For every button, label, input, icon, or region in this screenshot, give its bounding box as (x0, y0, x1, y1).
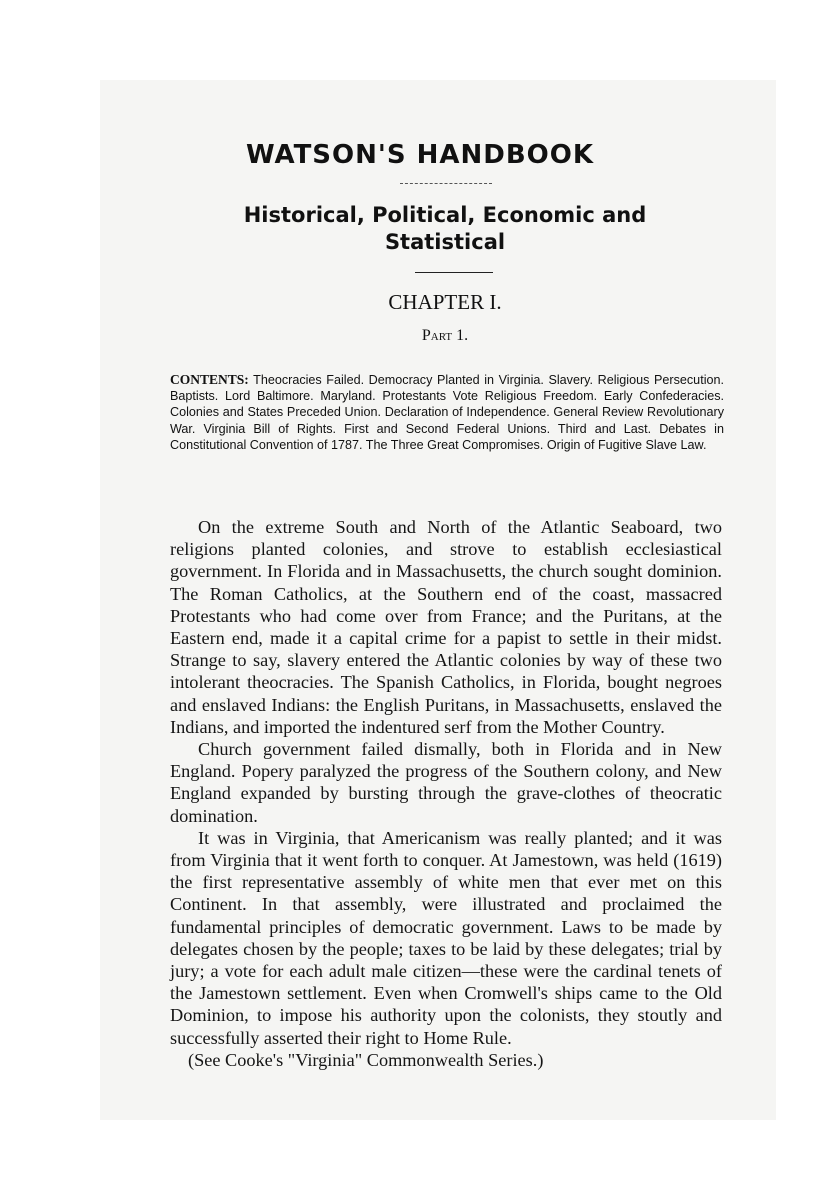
subtitle-line-2: Statistical (384, 230, 506, 254)
contents-summary (170, 372, 724, 453)
citation: (See Cooke's "Virginia" Commonwealth Series.) (188, 1049, 544, 1070)
title-divider (400, 183, 492, 184)
paragraph: On the extreme South and North of the Atlantic Seaboard, two religions planted colonies, and strove to establish ecclesiastical government. In Florida and in Massachusetts, the church sought dominion. The Roman Catholics, at the Southern end of the coast, massacred Protestants who had come over from France; and the Puritans, at the Eastern end, made it a capital crime for a papist to settle in their midst. Strange to say, slavery entered the Atlantic colonies by way of these two intolerant theocracies. The Spanish Catholics, in Florida, bought negroes and enslaved Indians: the English Puritans, in Massachusetts, enslaved the Indians, and imported the indentured serf from the Mother Country. (170, 517, 722, 737)
part-heading: Part 1. (421, 327, 469, 344)
contents-label: CONTENTS: (170, 372, 249, 387)
contents-text: Theocracies Failed. Democracy Planted in Virginia. Slavery. Religious Persecution. Baptists. Lord Baltimore. Maryland. Protestants Vote Religious Freedom. Early Confederacies. Colonies and States Preceded Union. Declaration of Independence. General Review Revolutionary War. Virginia Bill of Rights. First and Second Federal Unions. Third and Last. Debates in Constitutional Convention of 1787. The Three Great Compromises. Origin of Fugitive Slave Law. (170, 373, 724, 452)
subtitle-line-1: Historical, Political, Economic and (243, 203, 647, 227)
paragraph: It was in Virginia, that Americanism was really planted; and it was from Virginia that it went forth to conquer. At Jamestown, was held (1619) the first representative assembly of white men that ever met on this Continent. In that assembly, were illustrated and proclaimed the fundamental principles of democratic government. Laws to be made by delegates chosen by the people; taxes to be laid by these delegates; trial by jury; a vote for each adult male citizen—these were the cardinal tenets of the Jamestown settlement. Even when Cromwell's ships came to the Old Dominion, to impose his authority upon the colonists, they stoutly and successfully asserted their right to Home Rule. (170, 827, 722, 1048)
section-divider (415, 272, 493, 273)
book-subtitle (170, 202, 720, 256)
book-title: WATSON'S HANDBOOK (245, 140, 595, 170)
chapter-heading: CHAPTER I. (388, 290, 502, 314)
body-text (170, 516, 722, 1071)
paragraph: Church government failed dismally, both in Florida and in New England. Popery paralyzed the progress of the Southern colony, and New England expanded by bursting through the grave-clothes of theocratic domination. (170, 739, 722, 826)
